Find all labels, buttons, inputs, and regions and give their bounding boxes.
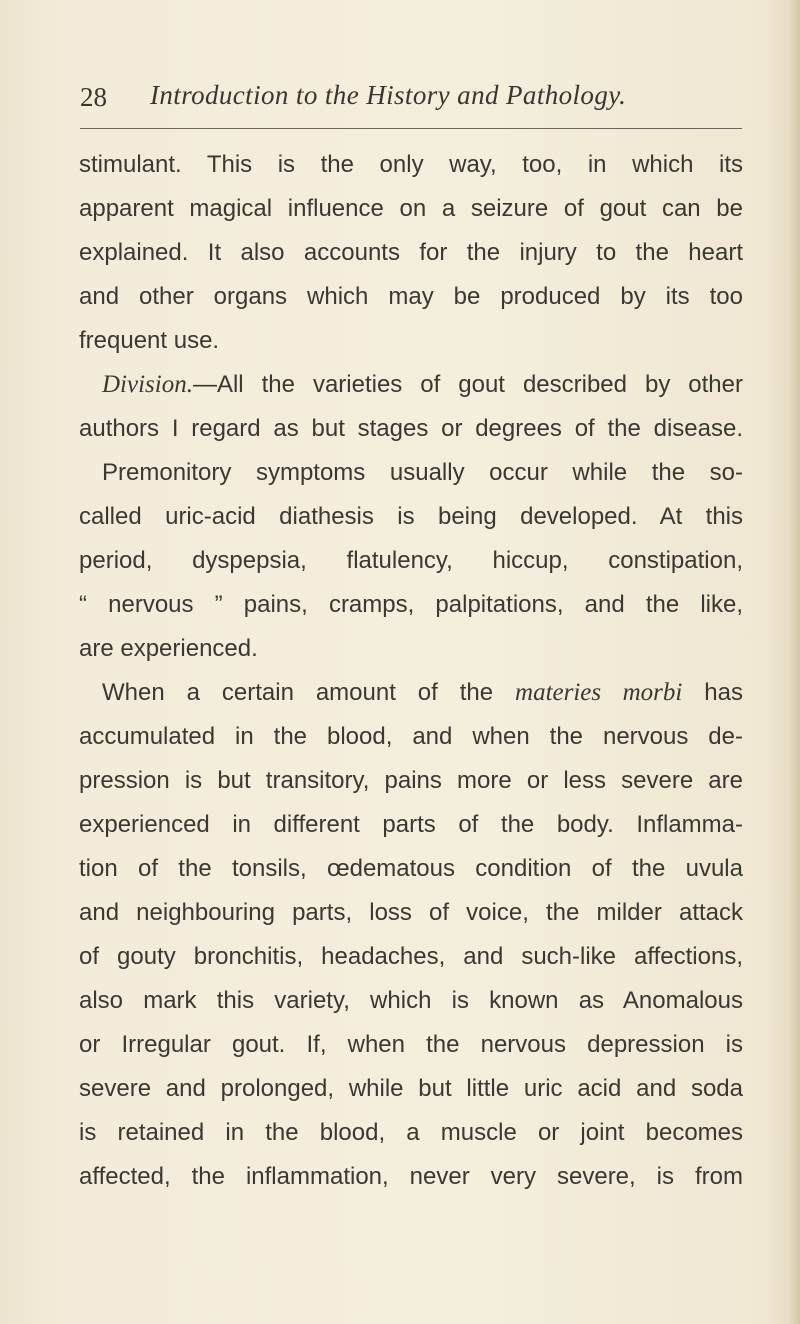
running-title: Introduction to the History and Pathology.: [150, 80, 627, 110]
text-line: frequent use.: [79, 327, 220, 354]
text-line: also mark this variety, which is known as Anomalous: [79, 987, 743, 1014]
materies-morbi-term: materies morbi: [515, 679, 683, 706]
text-line: accumulated in the blood, and when the nervous de-: [79, 723, 743, 750]
text-line: Premonitory symptoms usually occur while the so-: [102, 459, 743, 486]
page-number: 28: [80, 82, 107, 112]
text-line-materies: [79, 671, 743, 715]
text-line: of gouty bronchitis, headaches, and such-like affections,: [79, 943, 743, 970]
materies-lead: When a certain amount of the: [102, 679, 494, 706]
text-line-division: [79, 363, 743, 407]
page-header: [80, 80, 740, 120]
text-line: severe and prolonged, while but little uric acid and soda: [79, 1075, 743, 1102]
text-line: affected, the inflammation, never very severe, is from: [79, 1163, 743, 1190]
text-line: authors I regard as but stages or degrees of the disease.: [79, 415, 743, 442]
text-line: pression is but transitory, pains more or less severe are: [79, 767, 743, 794]
text-line: tion of the tonsils, œdematous condition of the uvula: [79, 855, 743, 882]
text-line: is retained in the blood, a muscle or joint becomes: [79, 1119, 743, 1146]
text-line: or Irregular gout. If, when the nervous depression is: [79, 1031, 743, 1058]
text-line: stimulant. This is the only way, too, in which its: [79, 151, 743, 178]
text-line: called uric-acid diathesis is being developed. At this: [79, 503, 743, 530]
header-rule: [80, 128, 742, 129]
text-line: are experienced.: [79, 635, 258, 662]
body-text: [79, 143, 743, 1199]
division-text: —All the varieties of gout described by other: [192, 371, 743, 398]
page-edge-shadow: [790, 0, 800, 1324]
text-line: and other organs which may be produced by its too: [79, 283, 743, 310]
text-line: “ nervous ” pains, cramps, palpitations, and the like,: [79, 591, 743, 618]
division-heading: Division.: [102, 371, 193, 398]
text-line: period, dyspepsia, flatulency, hiccup, constipation,: [79, 547, 743, 574]
text-line: apparent magical influence on a seizure of gout can be: [79, 195, 743, 222]
text-line: and neighbouring parts, loss of voice, the milder attack: [79, 899, 743, 926]
text-line: explained. It also accounts for the injury to the heart: [79, 239, 743, 266]
text-line: experienced in different parts of the body. Inflamma-: [79, 811, 743, 838]
materies-tail: has: [704, 679, 743, 706]
